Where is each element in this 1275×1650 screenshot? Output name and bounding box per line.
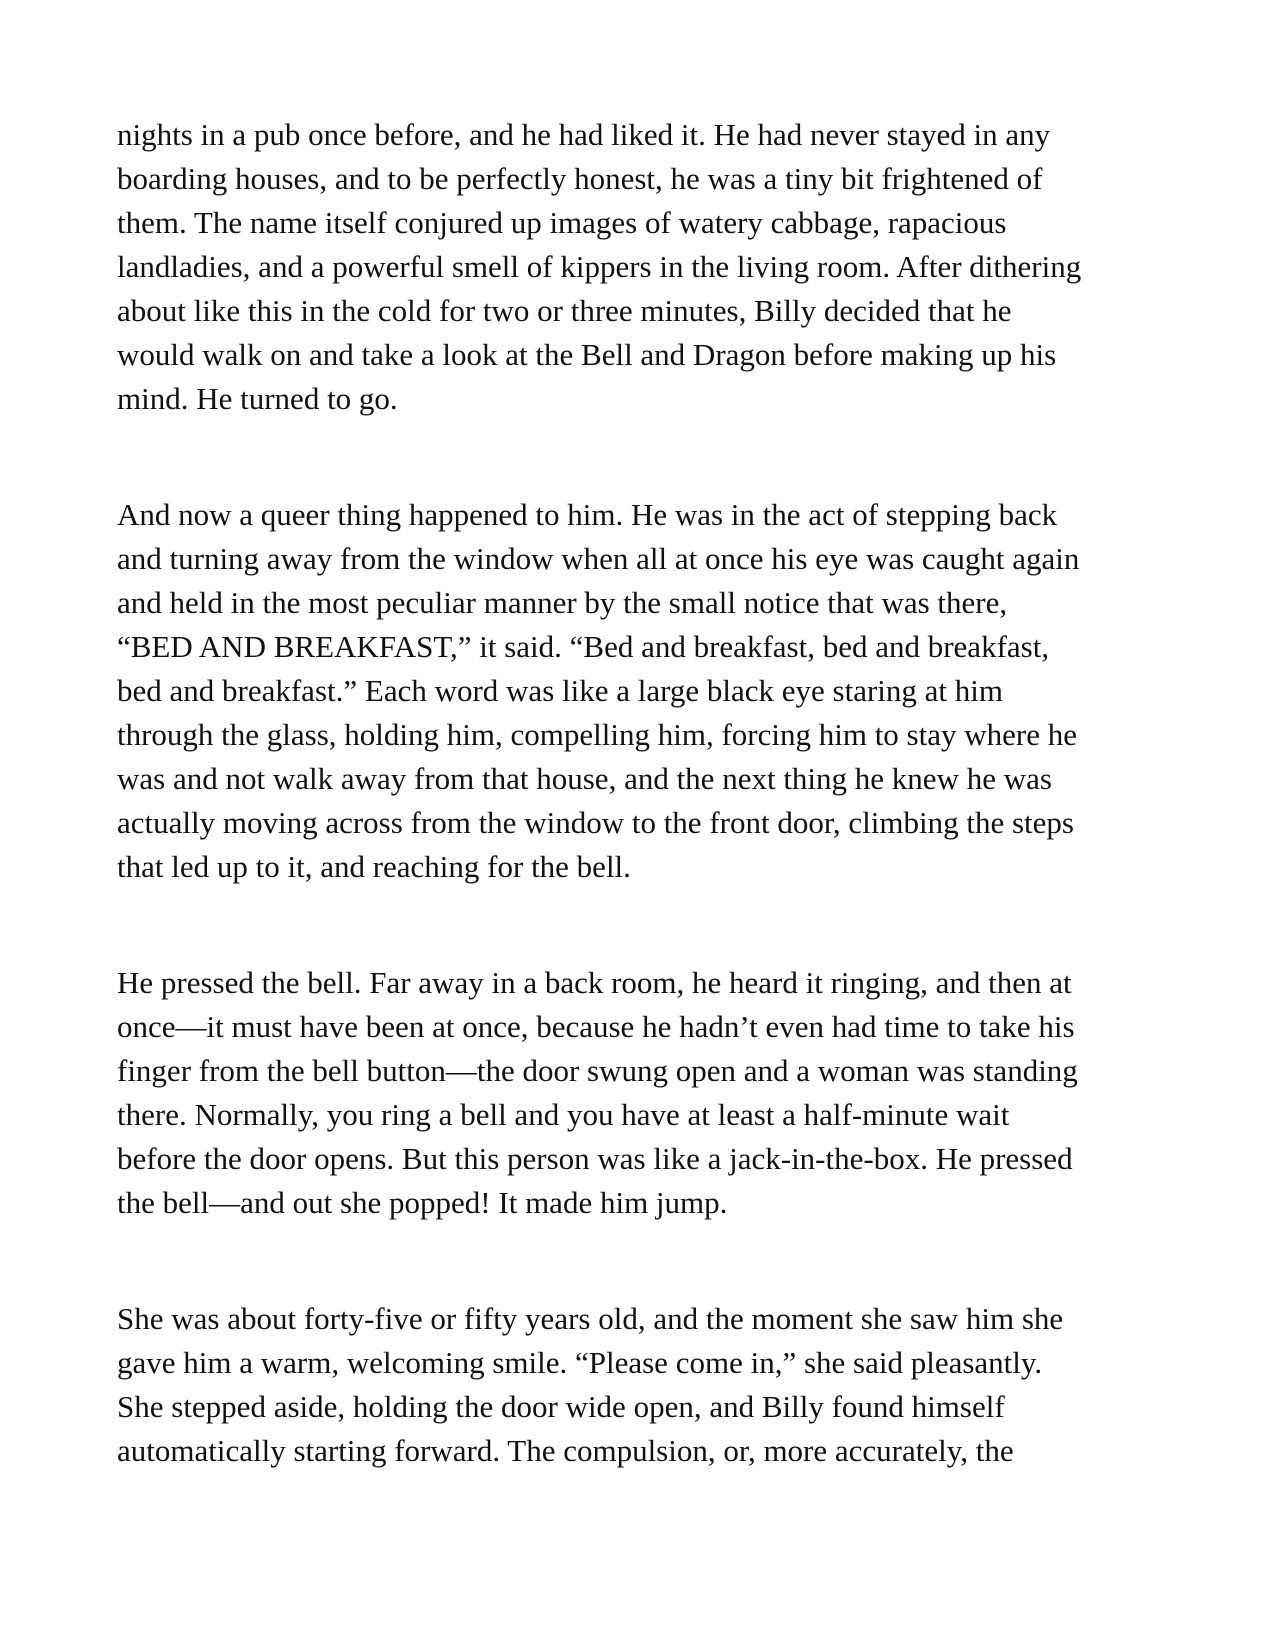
paragraph-4 — [117, 1297, 1157, 1473]
text-line: would walk on and take a look at the Bell and Dragon before making up his — [117, 337, 1057, 372]
text-line: automatically starting forward. The compulsion, or, more accurately, the — [117, 1433, 1014, 1468]
paragraph-spacing — [117, 1225, 1157, 1297]
paragraph-spacing — [117, 889, 1157, 961]
text-line: gave him a warm, welcoming smile. “Please come in,” she said pleasantly. — [117, 1345, 1043, 1380]
text-line: actually moving across from the window to the front door, climbing the steps — [117, 805, 1074, 840]
paragraph-3 — [117, 961, 1157, 1225]
text-line: the bell—and out she popped! It made him jump. — [117, 1185, 728, 1220]
text-line: She stepped aside, holding the door wide open, and Billy found himself — [117, 1389, 1005, 1424]
text-line: before the door opens. But this person was like a jack-in-the-box. He pressed — [117, 1141, 1073, 1176]
text-line: that led up to it, and reaching for the bell. — [117, 849, 631, 884]
text-line: them. The name itself conjured up images of watery cabbage, rapacious — [117, 205, 1007, 240]
text-line: and held in the most peculiar manner by the small notice that was there, — [117, 585, 1008, 620]
text-line: there. Normally, you ring a bell and you have at least a half-minute wait — [117, 1097, 1010, 1132]
body-text — [117, 113, 1157, 1473]
paragraph-spacing — [117, 421, 1157, 493]
text-line: finger from the bell button—the door swung open and a woman was standing — [117, 1053, 1078, 1088]
text-line: nights in a pub once before, and he had liked it. He had never stayed in any — [117, 117, 1051, 152]
text-line: and turning away from the window when all at once his eye was caught again — [117, 541, 1080, 576]
text-line: He pressed the bell. Far away in a back room, he heard it ringing, and then at — [117, 965, 1072, 1000]
paragraph-2 — [117, 493, 1157, 889]
text-line: She was about forty-five or fifty years old, and the moment she saw him she — [117, 1301, 1064, 1336]
text-line: was and not walk away from that house, and the next thing he knew he was — [117, 761, 1052, 796]
text-line: once—it must have been at once, because he hadn’t even had time to take his — [117, 1009, 1075, 1044]
text-line: boarding houses, and to be perfectly honest, he was a tiny bit frightened of — [117, 161, 1043, 196]
text-line: “BED AND BREAKFAST,” it said. “Bed and breakfast, bed and breakfast, — [117, 629, 1050, 664]
text-line: bed and breakfast.” Each word was like a large black eye staring at him — [117, 673, 1004, 708]
paragraph-1 — [117, 113, 1157, 421]
text-line: through the glass, holding him, compelling him, forcing him to stay where he — [117, 717, 1077, 752]
text-line: landladies, and a powerful smell of kippers in the living room. After dithering — [117, 249, 1082, 284]
text-line: And now a queer thing happened to him. He was in the act of stepping back — [117, 497, 1058, 532]
text-line: mind. He turned to go. — [117, 381, 398, 416]
text-line: about like this in the cold for two or three minutes, Billy decided that he — [117, 293, 1012, 328]
